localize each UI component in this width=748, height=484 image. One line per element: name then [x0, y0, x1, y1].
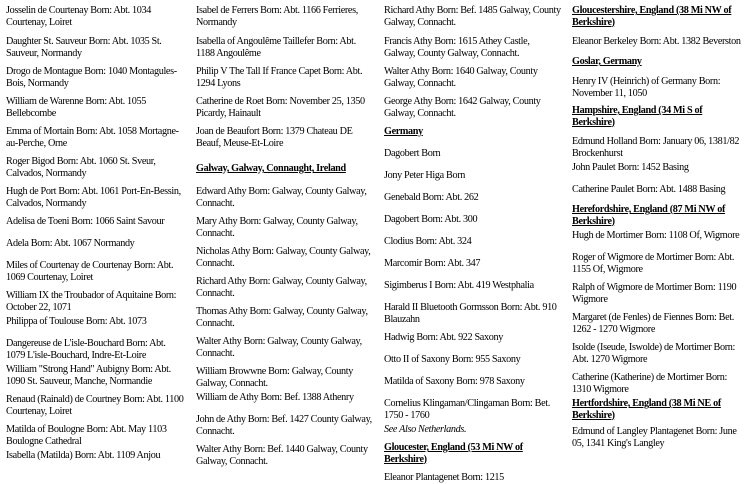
- section-heading: Germany: [384, 126, 423, 137]
- person-entry: Clodius Born: Abt. 324: [384, 236, 472, 247]
- person-entry: Adela Born: Abt. 1067 Normandy: [6, 238, 135, 249]
- person-entry: Dagobert Born: Abt. 300: [384, 214, 478, 225]
- person-entry: Walter Athy Born: 1640 Galway, County Galway, Connacht.: [384, 66, 538, 89]
- person-entry: Thomas Athy Born: Galway, County Galway, Connacht.: [196, 306, 368, 329]
- person-entry: Catherine de Roet Born: November 25, 1350 Picardy, Hainault: [196, 96, 365, 119]
- section-heading: Galway, Galway, Connaught, Ireland: [196, 163, 346, 174]
- person-entry: Eleanor Plantagenet Born: 1215: [384, 472, 504, 483]
- person-entry: Renaud (Rainald) de Courtney Born: Abt. 1100 Courtenay, Loiret: [6, 394, 184, 417]
- person-entry: William "Strong Hand" Aubigny Born: Abt. 1090 St. Sauveur, Manche, Normandie: [6, 364, 171, 387]
- person-entry: Eleanor Berkeley Born: Abt. 1382 Beverston: [572, 36, 741, 47]
- person-entry: Isabella (Matilda) Born: Abt. 1109 Anjou: [6, 450, 161, 461]
- person-entry: Catherine Paulet Born: Abt. 1488 Basing: [572, 184, 726, 195]
- person-entry: Emma of Mortain Born: Abt. 1058 Mortagne-au-Perche, Orne: [6, 126, 179, 149]
- person-entry: Edward Athy Born: Galway, County Galway, Connacht.: [196, 186, 367, 209]
- person-entry: Harald II Bluetooth Gormsson Born: Abt. 910 Blauzahn: [384, 302, 557, 325]
- person-entry: Miles of Courtenay de Courtenay Born: Abt. 1069 Courtenay, Loiret: [6, 260, 174, 283]
- person-entry: Catherine (Katherine) de Mortimer Born: 1310 Wigmore: [572, 372, 727, 395]
- see-also-note: See Also Netherlands.: [384, 424, 467, 435]
- person-entry: Richard Athy Born: Galway, County Galway, Connacht.: [196, 276, 367, 299]
- person-entry: Adelisa de Toeni Born: 1066 Saint Savour: [6, 216, 165, 227]
- person-entry: John de Athy Born: Bef. 1427 County Galway, Connacht.: [196, 414, 372, 437]
- person-entry: Dagobert Born: [384, 148, 441, 159]
- person-entry: Isolde (Iseude, Iswolde) de Mortimer Born: Abt. 1270 Wigmore: [572, 342, 735, 365]
- person-entry: Roger of Wigmore de Mortimer Born: Abt. 1155 Of, Wigmore: [572, 252, 735, 275]
- person-entry: William IX the Troubador of Aquitaine Born: October 22, 1071: [6, 290, 177, 313]
- person-entry: Cornelius Klingaman/Clingaman Born: Bet. 1750 - 1760: [384, 398, 550, 421]
- person-entry: Hadwig Born: Abt. 922 Saxony: [384, 332, 503, 343]
- person-entry: Daughter St. Sauveur Born: Abt. 1035 St. Sauveur, Normandy: [6, 36, 162, 59]
- person-entry: Genebald Born: Abt. 262: [384, 192, 479, 203]
- section-heading: Goslar, Germany: [572, 56, 642, 67]
- person-entry: Francis Athy Born: 1615 Athey Castle, Galway, County Galway, Connacht.: [384, 36, 530, 59]
- person-entry: Mary Athy Born: Galway, County Galway, Connacht.: [196, 216, 358, 239]
- person-entry: Josselin de Courtenay Born: Abt. 1034 Courtenay, Loiret: [6, 5, 151, 28]
- person-entry: William de Warenne Born: Abt. 1055 Bellebcombe: [6, 96, 147, 119]
- person-entry: Philippa of Toulouse Born: Abt. 1073: [6, 316, 147, 327]
- person-entry: Marcomir Born: Abt. 347: [384, 258, 481, 269]
- person-entry: Richard Athy Born: Bef. 1485 Galway, County Galway, Connacht.: [384, 5, 561, 28]
- person-entry: William Browwne Born: Galway, County Galway, Connacht.: [196, 366, 353, 389]
- person-entry: Dangereuse de L'isle-Bouchard Born: Abt. 1079 L'isle-Bouchard, Indre-Et-Loire: [6, 338, 166, 361]
- person-entry: William de Athy Born: Bef. 1388 Athenry: [196, 392, 354, 403]
- person-entry: Edmund of Langley Plantagenet Born: June 05, 1341 King's Langley: [572, 426, 737, 449]
- person-entry: Drogo de Montague Born: 1040 Montagules-Bois, Normandy: [6, 66, 177, 89]
- person-entry: Matilda of Saxony Born: 978 Saxony: [384, 376, 525, 387]
- person-entry: Roger Bigod Born: Abt. 1060 St. Sveur, Calvados, Normandy: [6, 156, 156, 179]
- person-entry: Margaret (de Fenles) de Fiennes Born: Bet. 1262 - 1270 Wigmore: [572, 312, 734, 335]
- person-entry: Henry IV (Heinrich) of Germany Born: November 11, 1050: [572, 76, 721, 99]
- section-heading: Herefordshire, England (87 Mi NW of Berkshire): [572, 204, 726, 227]
- person-entry: Edmund Holland Born: January 06, 1381/82 Brockenhurst: [572, 136, 740, 159]
- person-entry: Hugh de Port Born: Abt. 1061 Port-En-Bessin, Calvados, Normandy: [6, 186, 181, 209]
- person-entry: John Paulet Born: 1452 Basing: [572, 162, 689, 173]
- person-entry: Isabella of Angoulême Taillefer Born: Abt. 1188 Angoulême: [196, 36, 356, 59]
- section-heading: Gloucester, England (53 Mi NW of Berkshire): [384, 442, 523, 465]
- person-entry: Hugh de Mortimer Born: 1108 Of, Wigmore: [572, 230, 740, 241]
- person-entry: Isabel de Ferrers Born: Abt. 1166 Ferrieres, Normandy: [196, 5, 358, 28]
- person-entry: Sigimberus I Born: Abt. 419 Westphalia: [384, 280, 534, 291]
- person-entry: Walter Athy Born: Galway, County Galway, Connacht.: [196, 336, 362, 359]
- person-entry: Matilda of Boulogne Born: Abt. May 1103 Boulogne Cathedral: [6, 424, 167, 447]
- section-heading: Hampshire, England (34 Mi S of Berkshire): [572, 105, 703, 128]
- section-heading: Hertfordshire, England (38 Mi NE of Berkshire): [572, 398, 721, 421]
- person-entry: Philip V The Tall If France Capet Born: Abt. 1294 Lyons: [196, 66, 363, 89]
- person-entry: Walter Athy Born: Bef. 1440 Galway, County Galway, Connacht.: [196, 444, 368, 467]
- section-heading: Gloucestershire, England (38 Mi NW of Berkshire): [572, 5, 732, 28]
- person-entry: Ralph of Wigmore de Mortimer Born: 1190 Wigmore: [572, 282, 737, 305]
- person-entry: Joan de Beaufort Born: 1379 Chateau DE Beauf, Meuse-Et-Loire: [196, 126, 353, 149]
- person-entry: George Athy Born: 1642 Galway, County Galway, Connacht.: [384, 96, 541, 119]
- person-entry: Otto II of Saxony Born: 955 Saxony: [384, 354, 521, 365]
- person-entry: Jony Peter Higa Born: [384, 170, 465, 181]
- person-entry: Nicholas Athy Born: Galway, County Galway, Connacht.: [196, 246, 371, 269]
